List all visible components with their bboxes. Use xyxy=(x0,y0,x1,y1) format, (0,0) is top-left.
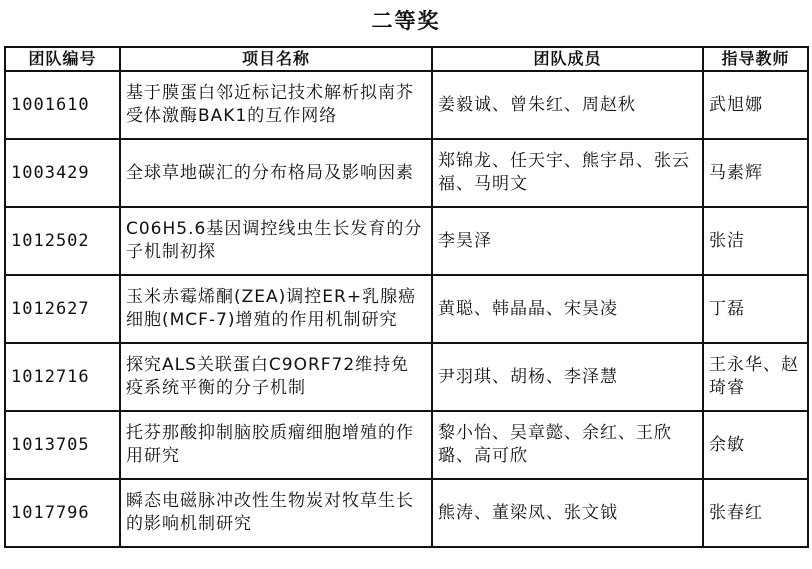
table-row xyxy=(5,343,808,411)
advisor-cell: 张洁 xyxy=(703,207,808,275)
team-members-cell: 尹羽琪、胡杨、李泽慧 xyxy=(432,343,703,411)
team-id-cell: 1003429 xyxy=(5,139,120,207)
header-advisor: 指导教师 xyxy=(703,47,808,71)
team-members-cell: 熊涛、董梁凤、张文钺 xyxy=(432,479,703,547)
team-members-cell: 黄聪、韩晶晶、宋昊凌 xyxy=(432,275,703,343)
project-name-cell: 全球草地碳汇的分布格局及影响因素 xyxy=(120,139,432,207)
project-name-cell: 玉米赤霉烯酮(ZEA)调控ER+乳腺癌细胞(MCF-7)增殖的作用机制研究 xyxy=(120,275,432,343)
table-row xyxy=(5,139,808,207)
table-row xyxy=(5,207,808,275)
advisor-cell: 马素辉 xyxy=(703,139,808,207)
team-id-cell: 1001610 xyxy=(5,71,120,139)
project-name-cell: C06H5.6基因调控线虫生长发育的分子机制初探 xyxy=(120,207,432,275)
team-id-cell: 1012502 xyxy=(5,207,120,275)
table-row xyxy=(5,71,808,139)
advisor-cell: 余敏 xyxy=(703,411,808,479)
team-members-cell: 郑锦龙、任天宇、熊宇昂、张云福、马明文 xyxy=(432,139,703,207)
team-id-cell: 1012716 xyxy=(5,343,120,411)
advisor-cell: 张春红 xyxy=(703,479,808,547)
header-project-name: 项目名称 xyxy=(120,47,432,71)
team-members-cell: 李昊泽 xyxy=(432,207,703,275)
project-name-cell: 基于膜蛋白邻近标记技术解析拟南芥受体激酶BAK1的互作网络 xyxy=(120,71,432,139)
header-team-id: 团队编号 xyxy=(5,47,120,71)
table-row xyxy=(5,275,808,343)
award-table xyxy=(4,46,809,548)
table-row xyxy=(5,479,808,547)
team-members-cell: 黎小怡、吴章懿、余红、王欣璐、高可欣 xyxy=(432,411,703,479)
team-id-cell: 1013705 xyxy=(5,411,120,479)
team-members-cell: 姜毅诚、曾朱红、周赵秋 xyxy=(432,71,703,139)
advisor-cell: 武旭娜 xyxy=(703,71,808,139)
project-name-cell: 瞬态电磁脉冲改性生物炭对牧草生长的影响机制研究 xyxy=(120,479,432,547)
header-team-members: 团队成员 xyxy=(432,47,703,71)
team-id-cell: 1017796 xyxy=(5,479,120,547)
page-title: 二等奖 xyxy=(371,9,441,33)
table-row xyxy=(5,411,808,479)
team-id-cell: 1012627 xyxy=(5,275,120,343)
project-name-cell: 托芬那酸抑制脑胶质瘤细胞增殖的作用研究 xyxy=(120,411,432,479)
table-header-row xyxy=(5,47,808,71)
advisor-cell: 王永华、赵琦睿 xyxy=(703,343,808,411)
advisor-cell: 丁磊 xyxy=(703,275,808,343)
project-name-cell: 探究ALS关联蛋白C9ORF72维持免疫系统平衡的分子机制 xyxy=(120,343,432,411)
